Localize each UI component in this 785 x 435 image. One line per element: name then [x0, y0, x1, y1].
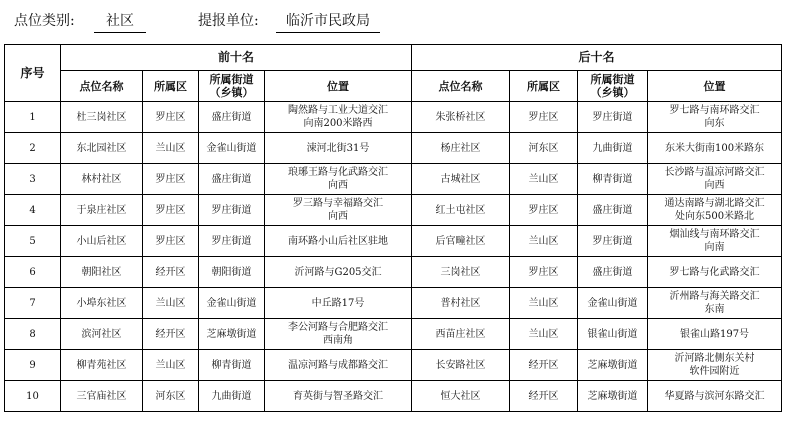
bottom-name-cell: 长安路社区	[412, 350, 510, 381]
bottom-name-cell: 普村社区	[412, 288, 510, 319]
col-location: 位置	[265, 71, 412, 102]
row-number: 6	[5, 257, 61, 288]
bottom-street-cell: 芝麻墩街道	[578, 381, 648, 412]
table-row	[5, 195, 782, 226]
report-header	[14, 6, 774, 36]
table-row	[5, 350, 782, 381]
top-name-cell: 小埠东社区	[61, 288, 143, 319]
top-location-cell: 琅琊王路与化武路交汇 向西	[265, 164, 412, 195]
seq-header: 序号	[5, 45, 61, 102]
bottom-location-cell: 银雀山路197号	[648, 319, 782, 350]
top-district-cell: 罗庄区	[143, 102, 199, 133]
bottom-location-cell: 罗七路与化武路交汇	[648, 257, 782, 288]
bottom-location-cell: 东米大街南100米路东	[648, 133, 782, 164]
top-name-cell: 于泉庄社区	[61, 195, 143, 226]
row-number: 10	[5, 381, 61, 412]
table-row	[5, 164, 782, 195]
top-street-cell: 朝阳街道	[199, 257, 265, 288]
bottom-location-cell: 长沙路与温凉河路交汇 向西	[648, 164, 782, 195]
bottom-name-cell: 朱张桥社区	[412, 102, 510, 133]
top-street-cell: 九曲街道	[199, 381, 265, 412]
col-street: 所属街道 （乡镇）	[199, 71, 265, 102]
top-district-cell: 河东区	[143, 381, 199, 412]
top-location-cell: 陶然路与工业大道交汇 向南200米路西	[265, 102, 412, 133]
bottom-district-cell: 罗庄区	[510, 195, 578, 226]
bottom-district-cell: 经开区	[510, 350, 578, 381]
bottom-street-cell: 盛庄街道	[578, 257, 648, 288]
top-street-cell: 柳青街道	[199, 350, 265, 381]
bottom-location-cell: 烟汕线与南环路交汇 向南	[648, 226, 782, 257]
top-street-cell: 芝麻墩街道	[199, 319, 265, 350]
top-name-cell: 滨河社区	[61, 319, 143, 350]
bottom-name-cell: 西苗庄社区	[412, 319, 510, 350]
top-location-cell: 李公河路与合肥路交汇 西南角	[265, 319, 412, 350]
bottom-group-header: 后十名	[412, 45, 782, 71]
top-district-cell: 罗庄区	[143, 164, 199, 195]
top-district-cell: 兰山区	[143, 288, 199, 319]
top-district-cell: 经开区	[143, 257, 199, 288]
top-name-cell: 小山后社区	[61, 226, 143, 257]
bottom-name-cell: 古城社区	[412, 164, 510, 195]
unit-label: 提报单位:	[198, 13, 259, 29]
bottom-street-cell: 金雀山街道	[578, 288, 648, 319]
top-street-cell: 盛庄街道	[199, 164, 265, 195]
top-name-cell: 柳青苑社区	[61, 350, 143, 381]
col-district: 所属区	[143, 71, 199, 102]
row-number: 4	[5, 195, 61, 226]
top-street-cell: 金雀山街道	[199, 133, 265, 164]
col-location: 位置	[648, 71, 782, 102]
table-row	[5, 133, 782, 164]
bottom-location-cell: 通达南路与湖北路交汇 处向东500米路北	[648, 195, 782, 226]
top-name-cell: 林村社区	[61, 164, 143, 195]
bottom-name-cell: 红土屯社区	[412, 195, 510, 226]
bottom-location-cell: 沂州路与海关路交汇 东南	[648, 288, 782, 319]
unit-value: 临沂市民政局	[276, 10, 380, 33]
bottom-name-cell: 三岗社区	[412, 257, 510, 288]
top-location-cell: 温凉河路与成都路交汇	[265, 350, 412, 381]
top-street-cell: 盛庄街道	[199, 102, 265, 133]
bottom-district-cell: 兰山区	[510, 319, 578, 350]
bottom-street-cell: 柳青街道	[578, 164, 648, 195]
ranking-table	[4, 44, 782, 412]
top-location-cell: 育英街与智圣路交汇	[265, 381, 412, 412]
category-label: 点位类别:	[14, 13, 75, 29]
table-row	[5, 257, 782, 288]
bottom-location-cell: 罗七路与南环路交汇 向东	[648, 102, 782, 133]
top-name-cell: 杜三岗社区	[61, 102, 143, 133]
row-number: 8	[5, 319, 61, 350]
row-number: 7	[5, 288, 61, 319]
table-row	[5, 288, 782, 319]
bottom-district-cell: 经开区	[510, 381, 578, 412]
row-number: 2	[5, 133, 61, 164]
top-location-cell: 罗三路与幸福路交汇 向西	[265, 195, 412, 226]
row-number: 1	[5, 102, 61, 133]
bottom-district-cell: 兰山区	[510, 226, 578, 257]
bottom-location-cell: 沂河路北侧东关村 软件园附近	[648, 350, 782, 381]
bottom-street-cell: 盛庄街道	[578, 195, 648, 226]
table-row	[5, 102, 782, 133]
bottom-name-cell: 后官疃社区	[412, 226, 510, 257]
bottom-street-cell: 银雀山街道	[578, 319, 648, 350]
bottom-name-cell: 恒大社区	[412, 381, 510, 412]
row-number: 5	[5, 226, 61, 257]
top-name-cell: 朝阳社区	[61, 257, 143, 288]
bottom-street-cell: 芝麻墩街道	[578, 350, 648, 381]
bottom-location-cell: 华夏路与滨河东路交汇	[648, 381, 782, 412]
bottom-district-cell: 罗庄区	[510, 257, 578, 288]
top-location-cell: 中丘路17号	[265, 288, 412, 319]
col-name: 点位名称	[412, 71, 510, 102]
category-value: 社区	[94, 10, 146, 33]
bottom-street-cell: 九曲街道	[578, 133, 648, 164]
col-district: 所属区	[510, 71, 578, 102]
top-location-cell: 南环路小山后社区驻地	[265, 226, 412, 257]
bottom-district-cell: 河东区	[510, 133, 578, 164]
column-header-row	[5, 71, 782, 102]
row-number: 9	[5, 350, 61, 381]
bottom-district-cell: 罗庄区	[510, 102, 578, 133]
top-street-cell: 罗庄街道	[199, 226, 265, 257]
top-name-cell: 三官庙社区	[61, 381, 143, 412]
table-row	[5, 319, 782, 350]
top-district-cell: 罗庄区	[143, 226, 199, 257]
table-row	[5, 381, 782, 412]
col-street: 所属街道 （乡镇）	[578, 71, 648, 102]
table-body	[5, 102, 782, 412]
top-district-cell: 兰山区	[143, 133, 199, 164]
top-location-cell: 涑河北街31号	[265, 133, 412, 164]
bottom-street-cell: 罗庄街道	[578, 226, 648, 257]
bottom-name-cell: 杨庄社区	[412, 133, 510, 164]
bottom-district-cell: 兰山区	[510, 288, 578, 319]
top-street-cell: 金雀山街道	[199, 288, 265, 319]
top-group-header: 前十名	[61, 45, 412, 71]
top-street-cell: 罗庄街道	[199, 195, 265, 226]
bottom-district-cell: 兰山区	[510, 164, 578, 195]
top-district-cell: 经开区	[143, 319, 199, 350]
top-district-cell: 兰山区	[143, 350, 199, 381]
bottom-street-cell: 罗庄街道	[578, 102, 648, 133]
top-location-cell: 沂河路与G205交汇	[265, 257, 412, 288]
top-name-cell: 东北园社区	[61, 133, 143, 164]
row-number: 3	[5, 164, 61, 195]
top-district-cell: 罗庄区	[143, 195, 199, 226]
col-name: 点位名称	[61, 71, 143, 102]
table-row	[5, 226, 782, 257]
